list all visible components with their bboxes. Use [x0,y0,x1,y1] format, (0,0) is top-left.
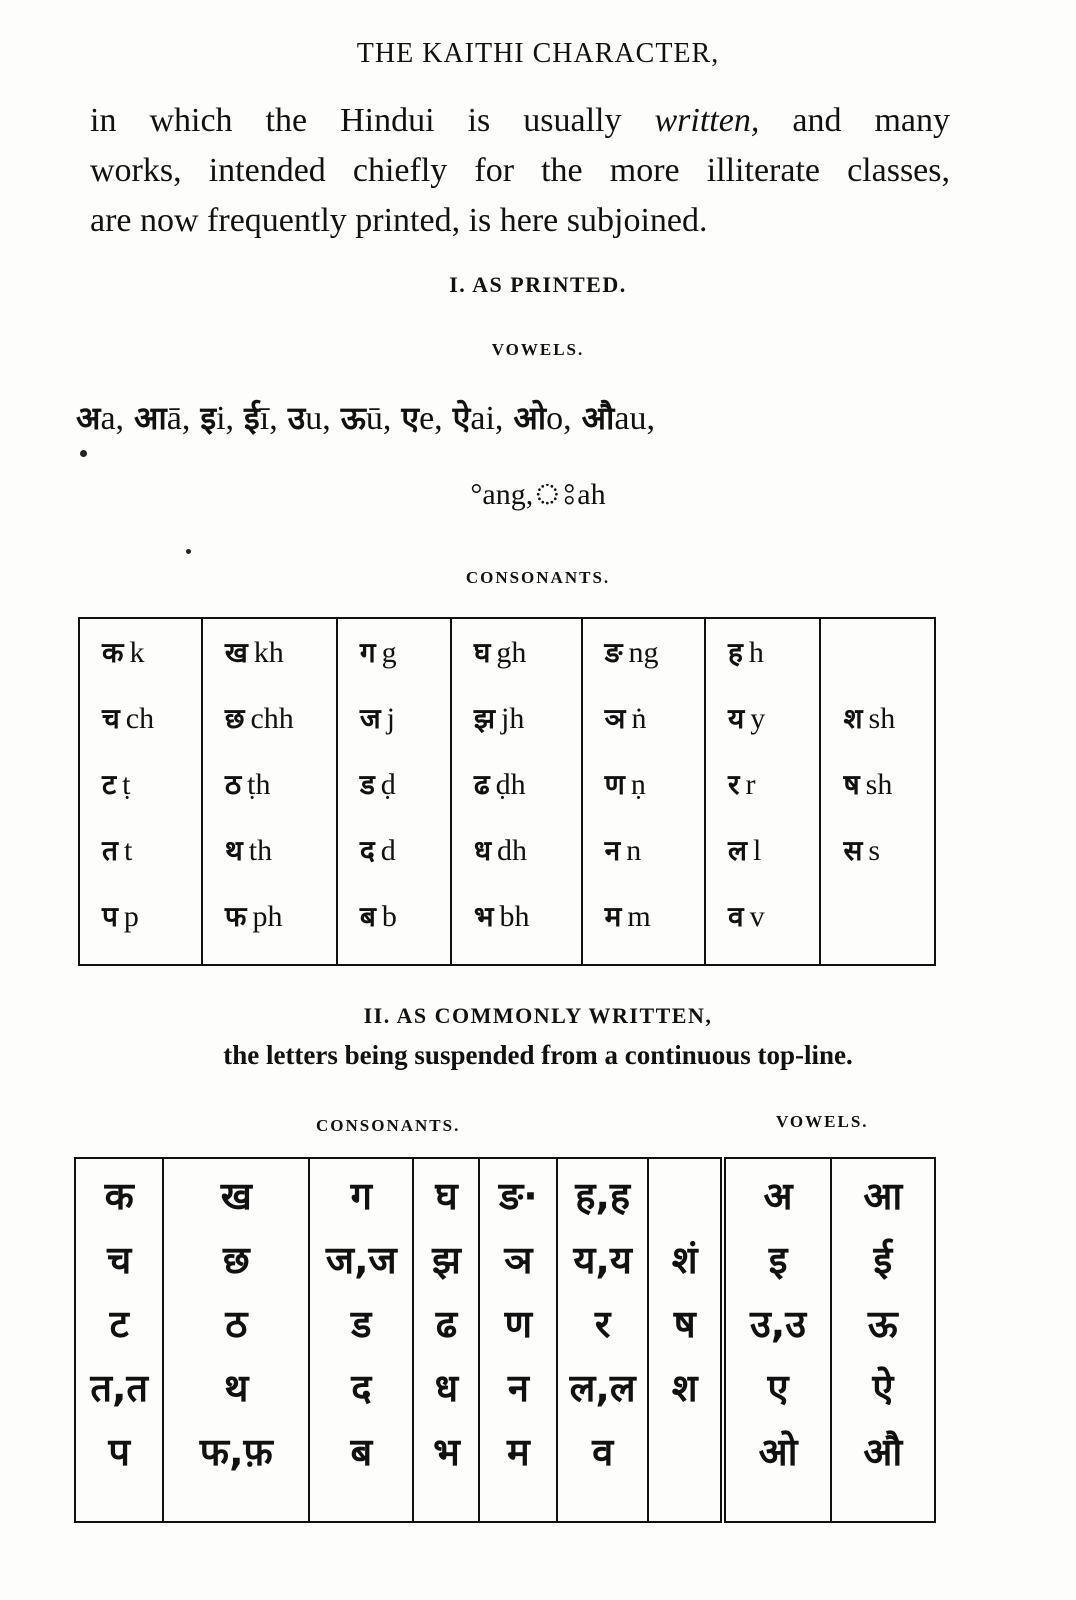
written-vowel: ऐ [872,1366,894,1410]
consonant-glyph: छ [224,702,245,735]
table-cell [820,618,935,965]
consonant-transliteration: h [748,636,764,669]
written-consonant: य,य [573,1238,632,1282]
consonant-transliteration: bh [499,900,530,933]
vowel-transliteration: au, [614,400,656,437]
consonant-entry [605,831,704,897]
consonant-entry [474,831,581,897]
consonant-entry [102,699,201,765]
written-vowel: आ [863,1174,903,1218]
consonant-entry [474,897,581,963]
printed-consonants-table [78,617,936,966]
written-consonant: ध [434,1366,459,1410]
consonant-glyph: थ [224,834,243,867]
written-consonant: न [507,1366,529,1410]
written-consonant: शं [671,1238,698,1282]
consonant-glyph: क [102,636,124,669]
table-cell [451,618,582,965]
consonant-glyph: ढ [473,768,490,801]
table-row [79,618,935,965]
consonant-entry [360,765,450,831]
written-vowel: ऊ [867,1302,898,1346]
written-consonant: ल,ल [569,1366,636,1410]
consonant-entry [728,897,819,963]
consonant-entry [605,897,704,963]
consonant-glyph: म [604,900,622,933]
consonant-transliteration: ṇ [630,768,646,801]
vowel-glyph: उ [287,399,306,437]
consonant-entry [102,831,201,897]
vowel-glyph: ऊ [340,399,366,437]
consonant-glyph: त [102,834,118,867]
consonant-glyph: स [843,834,863,867]
vowels-printed-extra [0,470,1076,521]
vowel-transliteration: e, [419,400,443,437]
consonant-transliteration: jh [500,702,525,735]
consonant-glyph: ल [728,834,748,867]
consonant-entry [225,831,336,897]
vowel-glyph: अ [76,399,101,437]
vowel-glyph: ए [401,399,420,437]
ink-dot [80,450,87,457]
consonant-transliteration: th [248,834,273,867]
consonant-column [309,1158,413,1522]
consonant-glyph: ठ [224,768,242,801]
consonant-entry [843,831,934,897]
written-consonant: ण [504,1302,533,1346]
vowel-transliteration: ū, [365,400,392,437]
vowel-item [76,400,124,437]
vowel-transliteration: ah [577,478,606,511]
consonant-entry [843,699,934,765]
written-consonant: ज,ज [325,1238,397,1282]
written-consonant: ग [350,1174,373,1218]
vowel-item [244,400,278,437]
intro-line-3: are now frequently printed, is here subjoined. [90,202,708,239]
vowels-printed-row [76,396,956,439]
written-consonant: ष [673,1302,696,1346]
consonant-glyph: घ [473,636,491,669]
written-vowel: उ,उ [749,1302,807,1346]
vowel-item [288,400,331,437]
vowel-item [401,400,442,437]
vowel-transliteration: ī, [259,400,278,437]
consonant-transliteration: r [745,768,756,801]
consonant-transliteration: n [626,834,642,867]
consonant-transliteration: j [386,702,395,735]
intro-paragraph [90,96,950,246]
intro-text-b: and many [792,102,950,139]
vowel-item [582,400,655,437]
vowel-column [831,1158,935,1522]
consonant-entry [605,633,704,699]
consonant-glyph: ध [473,834,492,867]
written-vowel: ई [873,1238,893,1282]
consonant-glyph: भ [473,900,494,933]
written-consonant: घ [435,1174,458,1218]
vowel-glyph: इ [200,399,217,437]
consonant-glyph: झ [473,702,495,735]
intro-line-1 [90,96,950,146]
consonant-entry [360,897,450,963]
consonant-glyph: श [843,702,863,735]
vowel-transliteration: a, [100,400,125,437]
consonant-column [75,1158,163,1522]
written-consonant: थ [224,1366,249,1410]
intro-line-2: works, intended chiefly for the more illiterate classes, [90,152,950,189]
consonant-transliteration: ḍh [495,768,526,801]
consonant-entry [360,633,450,699]
vowel-column [723,1158,830,1522]
consonant-entry [474,765,581,831]
consonant-glyph: ञ [604,702,626,735]
consonant-transliteration: p [123,900,139,933]
written-consonant: ब [350,1430,373,1474]
written-consonant: द [351,1366,372,1410]
vowel-glyph: ई [244,399,260,437]
written-consonant: व [592,1430,614,1474]
consonant-transliteration: gh [496,636,527,669]
consonant-transliteration: chh [250,702,294,735]
vowels-heading-written: VOWELS. [776,1112,869,1131]
consonant-column [413,1158,479,1522]
consonant-transliteration: ṭ [122,768,131,801]
consonant-transliteration: l [753,834,762,867]
vowel-transliteration: ang, [482,478,534,511]
consonant-transliteration: k [129,636,145,669]
vowel-transliteration: ai, [470,400,504,437]
consonant-entry [102,897,201,963]
vowel-item [453,400,504,437]
vowel-mark: ° [470,478,483,511]
consonant-glyph: ग [359,636,376,669]
consonant-transliteration: ng [628,636,659,669]
consonant-transliteration: ch [125,702,155,735]
written-consonant: ञ [504,1238,533,1282]
consonant-column [163,1158,309,1522]
consonant-transliteration: d [380,834,396,867]
consonant-transliteration: t [123,834,133,867]
consonant-glyph: ह [728,636,743,669]
consonant-transliteration: ṅ [631,702,647,735]
vowel-glyph: ओ [513,399,547,437]
written-consonant: म [507,1430,530,1474]
written-consonant [650,1425,719,1489]
written-consonant: ढ [435,1302,458,1346]
consonant-entry [728,765,819,831]
table-cell [582,618,705,965]
consonant-entry [728,831,819,897]
consonant-transliteration: y [750,702,766,735]
vowel-item [513,400,571,437]
consonant-entry [728,699,819,765]
written-vowel: औ [863,1430,903,1474]
consonant-entry [474,699,581,765]
written-consonant: ख [220,1174,252,1218]
consonants-heading: CONSONANTS. [465,568,611,587]
consonant-glyph: फ [224,900,247,933]
vowel-item [341,400,392,437]
consonant-glyph: ड [359,768,375,801]
written-consonant: र [594,1302,611,1346]
written-consonant: फ,फ़ [199,1430,273,1474]
consonant-glyph: ष [843,768,860,801]
vowel-transliteration: i, [216,400,235,437]
consonant-transliteration: g [381,636,397,669]
consonant-transliteration: ḍ [380,768,396,801]
intro-text-italic: written, [654,102,760,139]
ink-dot [186,549,191,554]
consonant-glyph: ज [359,702,381,735]
consonant-entry [102,765,201,831]
consonant-transliteration: ṭh [247,768,271,801]
vowel-mark: ঃ [533,478,578,511]
vowel-transliteration: ā, [166,400,191,437]
consonant-transliteration: s [868,834,881,867]
written-consonant: क [104,1174,134,1218]
written-consonant [650,1169,719,1233]
consonant-transliteration: b [381,900,397,933]
consonant-glyph: य [728,702,745,735]
consonant-transliteration: v [749,900,765,933]
consonant-glyph: ख [224,636,248,669]
consonant-transliteration: ph [252,900,283,933]
vowels-heading: VOWELS. [491,340,585,359]
consonant-entry [225,765,336,831]
vowel-item [470,478,533,511]
consonant-entry [843,765,934,831]
intro-text-a: in which the Hindui is usually [90,102,622,139]
consonant-glyph: द [359,834,375,867]
written-vowel: इ [768,1238,788,1282]
vowel-glyph: आ [134,399,167,437]
written-characters-table [74,1157,936,1523]
table-cell [79,618,202,965]
consonant-entry [605,765,704,831]
written-consonant: ङ· [499,1174,538,1218]
table-cell [337,618,451,965]
consonant-entry [360,831,450,897]
written-consonant: च [107,1238,132,1282]
written-consonant: ट [109,1302,129,1346]
consonant-glyph: न [604,834,621,867]
consonant-transliteration: sh [868,702,896,735]
consonant-glyph: व [728,900,744,933]
consonant-entry [225,897,336,963]
written-consonant: ह,ह [575,1174,631,1218]
page-title: THE KAITHI CHARACTER, [356,38,720,69]
consonant-entry [360,699,450,765]
consonant-entry [474,633,581,699]
consonant-transliteration: dh [497,834,528,867]
written-consonant: त,त [90,1366,149,1410]
vowel-item [134,400,190,437]
consonants-heading-written: CONSONANTS. [316,1116,461,1135]
section-heading-written: II. AS COMMONLY WRITTEN, [363,1003,713,1028]
vowel-glyph: ऐ [452,399,471,437]
consonant-entry [225,699,336,765]
consonant-glyph: च [102,702,120,735]
written-consonant: ठ [225,1302,248,1346]
vowel-transliteration: o, [546,400,572,437]
table-row [75,1158,935,1522]
written-consonant: झ [432,1238,461,1282]
consonant-glyph: प [102,900,118,933]
written-consonant: भ [433,1430,460,1474]
consonant-transliteration: sh [865,768,893,801]
consonant-entry [102,633,201,699]
table-cell [202,618,337,965]
vowel-glyph: औ [581,399,615,437]
written-consonant: ड [351,1302,372,1346]
vowel-item [533,478,605,511]
vowel-transliteration: u, [305,400,331,437]
consonant-glyph: ट [102,768,117,801]
written-vowel: अ [763,1174,793,1218]
table-cell [705,618,820,965]
consonant-entry [605,699,704,765]
written-consonant: श [671,1366,698,1410]
written-vowel: ए [767,1366,789,1410]
consonant-column [648,1158,723,1522]
consonant-glyph: ण [604,768,625,801]
written-vowel: ओ [758,1430,798,1474]
consonant-entry [843,897,934,963]
section-heading-printed: I. AS PRINTED. [449,272,627,297]
consonant-column [479,1158,557,1522]
consonant-entry [728,633,819,699]
consonant-column [557,1158,648,1522]
consonant-transliteration: kh [253,636,284,669]
consonant-transliteration: m [627,900,651,933]
consonant-glyph: ब [359,900,376,933]
written-consonant: छ [222,1238,250,1282]
consonant-glyph: र [728,768,740,801]
consonant-entry [843,633,934,699]
written-consonant: प [108,1430,130,1474]
vowel-item [200,400,234,437]
consonant-glyph: ङ [604,636,623,669]
consonant-entry [225,633,336,699]
section-subheading: the letters being suspended from a continuous top-line. [223,1040,853,1070]
